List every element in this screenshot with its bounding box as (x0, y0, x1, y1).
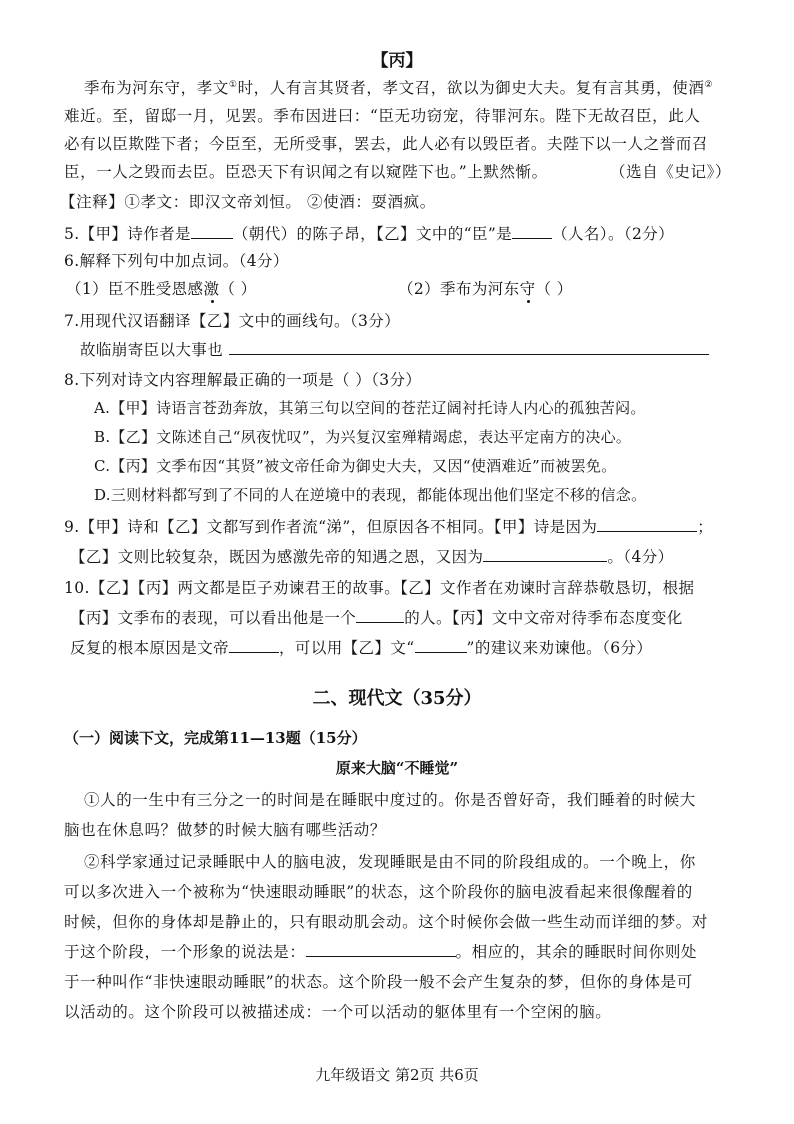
bing-line-2: 难近。至，留邸一月，见罢。季布因进曰：“臣无功窃宠，待罪河东。陛下无故召臣，此人 (64, 107, 701, 125)
bing-source: （选自《史记》） (610, 163, 732, 181)
question-7-sentence: 故临崩寄臣以大事也 (80, 338, 709, 360)
article-title: 原来大脑“不睡觉” (335, 759, 459, 777)
question-10-line-1: 10.【乙】【丙】两文都是臣子劝谏君王的故事。【乙】文作者在劝谏时言辞恭敬恳切，根据 (64, 579, 695, 597)
bing-line-4: 臣，一人之毁而去臣。臣恐天下有识闻之有以窥陛下也。”上默然惭。 (64, 163, 548, 181)
section-2-title: 二、现代文（35分） (312, 688, 482, 709)
section-bing-heading: 【丙】 (371, 51, 423, 71)
article-p2-line-6: 以活动的。这个阶段可以被描述成：一个可以活动的躯体里有一个空闲的脑。 (64, 1003, 612, 1021)
q10-blank-quote[interactable] (415, 638, 467, 653)
question-7-stem: 7.用现代汉语翻译【乙】文中的画线句。（3分） (64, 312, 401, 330)
question-9-line-1: 9.【甲】诗和【乙】文都写到作者流“涕”，但原因各不相同。【甲】诗是因为 ； (64, 518, 714, 536)
question-5: 5.【甲】诗作者是 （朝代）的陈子昂，【乙】文中的“臣”是 （人名）。（2分） (64, 225, 675, 243)
q5-blank-dynasty[interactable] (191, 224, 233, 239)
article-p1-line-1: ①人的一生中有三分之一的时间是在睡眠中度过的。你是否曾好奇，我们睡着的时候大 (84, 791, 696, 809)
article-p2-line-5: 于一种叫作“非快速眼动睡眠”的状态。这个阶段一般不会产生复杂的梦，但你的身体是可 (64, 973, 693, 991)
article-p2-line-4: 于这个阶段，一个形象的说法是： 。相应的，其余的睡眠时间你则处 (64, 943, 698, 961)
article-p2-line-2: 可以多次进入一个被称为“快速眼动睡眠”的状态，这个阶段你的脑电波看起来很像醒着的 (64, 883, 693, 901)
question-6-item-2: （2）季布为河东守（ ） (398, 280, 573, 298)
question-8-stem: 8.下列对诗文内容理解最正确的一项是（ ）（3分） (64, 371, 422, 389)
bing-notes: 【注释】①孝文：即汉文帝刘恒。 ②使酒：耍酒疯。 (60, 193, 436, 211)
article-blank[interactable] (306, 942, 456, 957)
bing-line-1: 季布为河东守，孝文①时，人有言其贤者，孝文召，欲以为御史大夫。复有言其勇，使酒② (84, 79, 714, 97)
question-8-option-b[interactable]: B.【乙】文陈述自己“夙夜忧叹”，为兴复汉室殚精竭虑，表达平定南方的决心。 (94, 428, 632, 446)
q9-blank-yi[interactable] (483, 547, 607, 562)
part-1-heading: （一）阅读下文，完成第11—13题（15分） (64, 729, 367, 747)
question-10-line-3: 反复的根本原因是文帝 ，可以用【乙】文“ ”的建议来劝谏他。（6分） (70, 639, 653, 657)
q10-blank-reason[interactable] (229, 638, 279, 653)
question-6-item-1: （1）臣不胜受恩感激（ ） (66, 280, 257, 298)
q9-blank-jia[interactable] (597, 517, 697, 532)
article-p1-line-2: 脑也在休息吗？做梦的时候大脑有哪些活动？ (64, 821, 387, 839)
bing-line-3: 必有以臣欺陛下者；今臣至，无所受事，罢去，此人必有以毁臣者。夫陛下以一人之誉而召 (64, 135, 709, 153)
q7-answer-line[interactable] (229, 340, 709, 355)
q10-blank-character[interactable] (356, 608, 404, 623)
article-p2-line-3: 时候，但你的身体却是静止的，只有眼动肌会动。这个时候你会做一些生动而详细的梦。对 (64, 913, 709, 931)
q5-blank-name[interactable] (512, 224, 552, 239)
page-footer: 九年级语文 第2页 共6页 (315, 1066, 479, 1084)
question-6-stem: 6.解释下列句中加点词。（4分） (64, 252, 289, 270)
question-8-option-d[interactable]: D.三则材料都写到了不同的人在逆境中的表现，都能体现出他们坚定不移的信念。 (94, 486, 647, 504)
question-9-line-2: 【乙】文则比较复杂，既因为感激先帝的知遇之恩，又因为 。（4分） (70, 548, 674, 566)
question-8-option-c[interactable]: C.【丙】文季布因“其贤”被文帝任命为御史大夫，又因“使酒难近”而被罢免。 (94, 457, 617, 475)
article-p2-line-1: ②科学家通过记录睡眠中人的脑电波，发现睡眠是由不同的阶段组成的。一个晚上，你 (84, 853, 696, 871)
question-10-line-2: 【丙】文季布的表现，可以看出他是一个 的人。【丙】文中文帝对待季布态度变化 (70, 609, 683, 627)
question-8-option-a[interactable]: A.【甲】诗语言苍劲奔放，其第三句以空间的苍茫辽阔衬托诗人内心的孤独苦闷。 (94, 399, 646, 417)
